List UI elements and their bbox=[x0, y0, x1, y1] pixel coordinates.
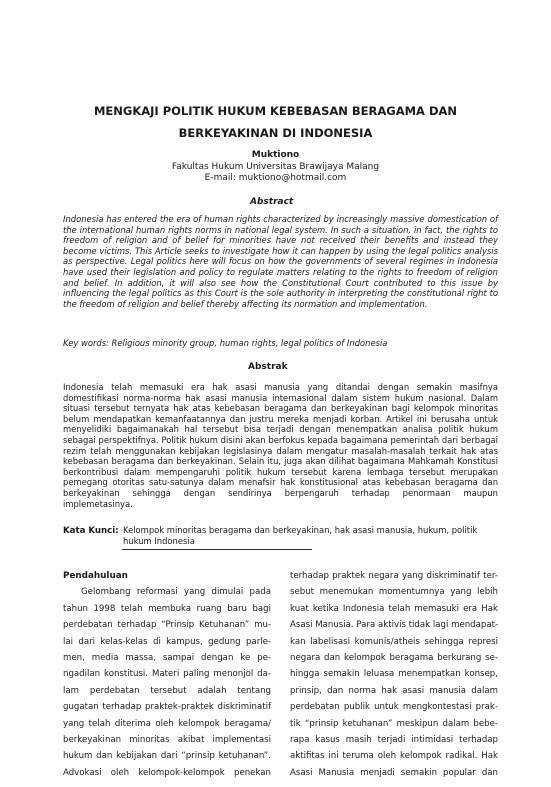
abstrak-heading: Abstrak bbox=[248, 362, 288, 372]
body-line: aktifitas ini teruma oleh kelompok radikal. Hak bbox=[290, 751, 498, 762]
author-affiliation: Fakultas Hukum Universitas Brawijaya Malang bbox=[171, 161, 380, 172]
body-line: rapa kasus masih terjadi intimidasi terhadap bbox=[290, 735, 498, 746]
body-line: lam perdebatan tersebut adalah tentang bbox=[63, 685, 271, 696]
body-line: Asasi Manusia menjadi semakin popular dan bbox=[290, 767, 498, 778]
article-title bbox=[60, 100, 491, 144]
body-line: hingga semakin leluasa menempatkan konsep, bbox=[290, 669, 498, 680]
body-line: hukum dan kebijakan dari “prinsip ketuhanan”. bbox=[63, 751, 271, 762]
title-line-2: BERKEYAKINAN DI INDONESIA bbox=[178, 126, 373, 140]
body-line: berkeyakinan minoritas akibat implementasi bbox=[63, 735, 271, 746]
author-name: Muktiono bbox=[251, 150, 300, 160]
kata-kunci-value: Kelompok minoritas beragama dan berkeyakinan, hak asasi manusia, hukum, politik hukum Indonesia bbox=[123, 525, 478, 546]
body-line: yang telah diterima oleh kelompok beragama/ bbox=[63, 718, 271, 729]
keywords-underline bbox=[122, 549, 312, 550]
kata-kunci-label: Kata Kunci: bbox=[63, 526, 119, 536]
title-line-1: MENGKAJI POLITIK HUKUM KEBEBASAN BERAGAMA DAN bbox=[93, 104, 458, 118]
body-line: terhadap praktek negara yang diskriminatif ter- bbox=[290, 571, 498, 581]
body-line: lai dari kelas-kelas di kampus, gedung parle- bbox=[63, 636, 271, 647]
body-line: gugatan terhadap praktek-praktek diskriminatif bbox=[63, 702, 271, 713]
body-line: men, media massa, sampai dengan ke pe- bbox=[63, 653, 271, 664]
body-line: tik “prinsip ketuhanan” meskipun dalam bebe- bbox=[290, 718, 498, 729]
section-heading: Pendahuluan bbox=[63, 571, 128, 581]
abstract-heading: Abstract bbox=[250, 197, 294, 207]
body-line: sebut menemukan momentumnya yang lebih bbox=[290, 587, 498, 598]
body-line: kuat ketika Indonesia telah memasuki era Hak bbox=[290, 603, 498, 614]
abstrak-text: Indonesia telah memasuki era hak asasi manusia yang ditandai dengan semakin masifnya domestifikasi norma-norma hak asasi manusia internasional dalam sistem hukum nasional. Dalam situasi tersebut ternyata hak atas kebebasan beragama dan berkeyakinan bagi kelompok minoritas belum mendapatkan kemanfaatannya dan justru mereka menjadi korban. Artikel ini berusaha untuk menyelidiki bagaimanakah hal tersebut bisa terjadi dengan menempatkan analisa politik hukum sebagai perspektifnya. Politik hukum disini akan berfokus kepada bagaimana pemerintah dari berbagai rezim telah menggunakan kebijakan legislasinya dalam mengatur masalah-masalah terkait hak atas kebebasan beragama dan berkeyakinan. Selain itu, juga akan dilihat bagaimana Mahkamah Konstitusi berkontribusi dalam mempengaruhi politik hukum tersebut karena lembaga tersebut merupakan pemegang otoritas satu-satunya dalam menafsir hak konstitusional atas kebebasan beragama dan berkeyakinan sehingga dengan sendirinya berpengaruh terhadap penormaan maupun implemetasinya. bbox=[63, 382, 498, 509]
body-column-right bbox=[290, 568, 498, 781]
body-line: negara dan kelompok beragama berkurang se- bbox=[290, 653, 498, 664]
body-line: perdebatan terhadap “Prinsip Ketuhanan” mu- bbox=[63, 620, 271, 631]
body-line: tahun 1998 telah membuka ruang baru bagi bbox=[63, 603, 271, 614]
body-line: ngadilan konstitusi. Materi paling menonjol da- bbox=[63, 669, 271, 680]
body-line: Asasi Manusia. Para aktivis tidak lagi mendapat- bbox=[290, 620, 499, 631]
body-column-left bbox=[63, 568, 271, 781]
body-line: kan labelisasi komunis/atheis sehingga represi bbox=[290, 636, 498, 647]
body-line: perdebatan publik untuk mengkontestasi prak- bbox=[290, 702, 498, 713]
author-block bbox=[60, 150, 491, 185]
author-email: E-mail: muktiono@hotmail.com bbox=[204, 173, 347, 183]
keywords: Key words: Religious minority group, human rights, legal politics of Indonesia bbox=[63, 338, 388, 348]
body-line: Gelombang reformasi yang dimulai pada bbox=[81, 587, 271, 598]
body-line: Advokasi oleh kelompok-kelompok penekan bbox=[63, 767, 271, 778]
abstract-text: Indonesia has entered the era of human rights characterized by increasingly massive domestication of the international human rights norms in national legal system. In such a situation, in fact, the rights to freedom of religion and of belief for minorities have not received their benefits and instead they become victims. This Article seeks to investigate how it can happen by using the legal politics analysis as perspective. Legal politics here will focus on how the governments of several regimes in Indonesia have used their legislation and policy to regulate matters relating to the rights to freedom of religion and belief. In addition, it will also see how the Constitutional Court contributed to this issue by influencing the legal politics as this Court is the sole authority in interpreting the constitutional right to the freedom of religion and belief thereby affecting its normation and implementation. bbox=[63, 214, 498, 309]
body-line: prinsip, dan norma hak asasi manusia dalam bbox=[290, 685, 498, 696]
